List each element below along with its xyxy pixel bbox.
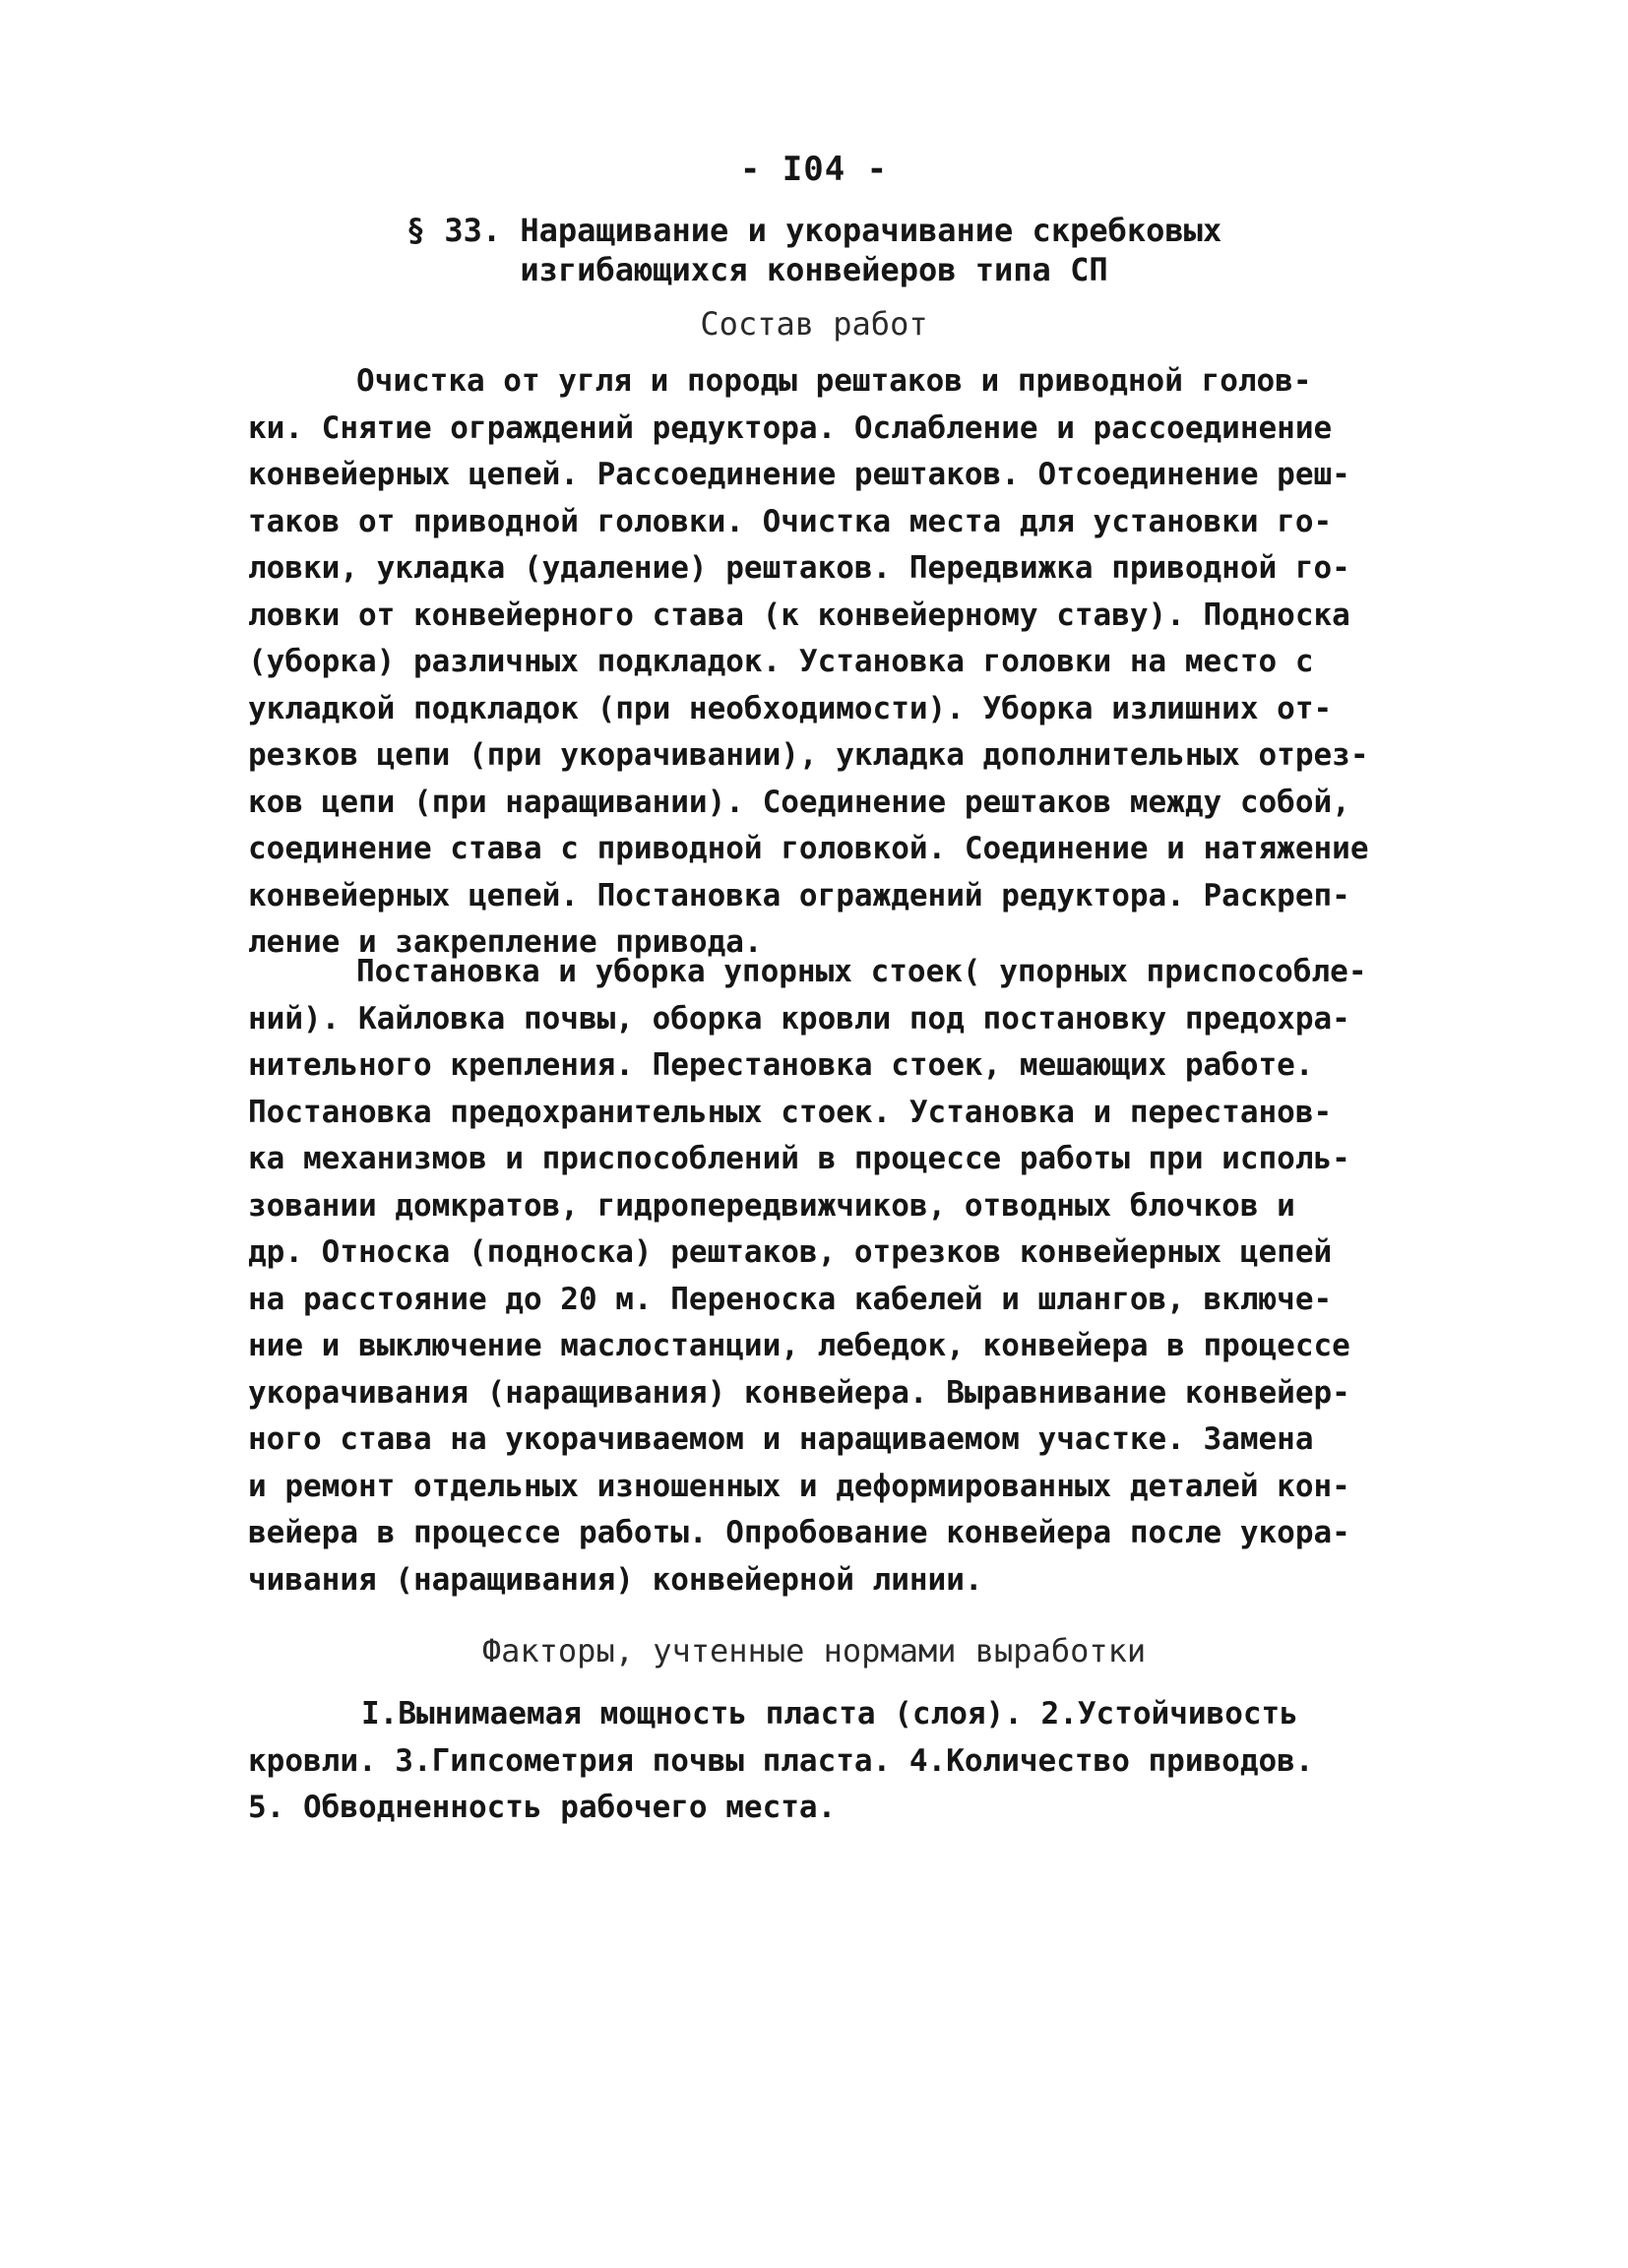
section-title-line-2: изгибающихся конвейеров типа СП xyxy=(520,251,1108,288)
works-paragraph-1 xyxy=(248,358,1390,967)
factors-list xyxy=(248,1691,1390,1832)
section-title xyxy=(0,211,1628,289)
text-line: на расстояние до 20 м. Переноска кабелей и шлангов, включе- xyxy=(248,1281,1333,1317)
section-title-line-1: § 33. Наращивание и укорачивание скребковых xyxy=(406,212,1222,249)
factors-heading: Факторы, учтенные нормами выработки xyxy=(481,1632,1147,1670)
page-number: - I04 - xyxy=(739,150,889,189)
text-line: укорачивания (наращивания) конвейера. Выравнивание конвейер- xyxy=(248,1374,1350,1411)
text-line: ловки от конвейерного става (к конвейерному ставу). Подноска xyxy=(248,597,1350,633)
text-line: I.Вынимаемая мощность пласта (слоя). 2.Устойчивость xyxy=(361,1696,1298,1732)
text-line: соединение става с приводной головкой. Соединение и натяжение xyxy=(248,831,1369,866)
text-line: конвейерных цепей. Рассоединение рештаков. Отсоединение реш- xyxy=(248,457,1350,492)
text-line: зовании домкратов, гидропередвижчиков, отводных блочков и xyxy=(248,1187,1295,1224)
text-line: ков цепи (при наращивании). Соединение рештаков между собой, xyxy=(248,784,1350,820)
text-line: ление и закрепление привода. xyxy=(248,924,763,960)
works-paragraph-2 xyxy=(248,949,1390,1604)
text-line: Постановка и уборка упорных стоек( упорных приспособле- xyxy=(356,954,1367,989)
text-line: Постановка предохранительных стоек. Установка и перестанов- xyxy=(248,1094,1333,1130)
text-line: конвейерных цепей. Постановка ограждений редуктора. Раскреп- xyxy=(248,877,1350,914)
text-line: ловки, укладка (удаление) рештаков. Передвижка приводной го- xyxy=(248,550,1350,586)
works-heading: Состав работ xyxy=(700,305,928,343)
text-line: укладкой подкладок (при необходимости). Уборка излишних от- xyxy=(248,690,1333,726)
text-line: резков цепи (при укорачивании), укладка дополнительных отрез- xyxy=(248,737,1369,773)
text-line: Очистка от угля и породы рештаков и приводной голов- xyxy=(356,363,1312,399)
text-line: вейера в процессе работы. Опробование конвейера после укора- xyxy=(248,1515,1350,1550)
text-line: ка механизмов и приспособлений в процессе работы при исполь- xyxy=(248,1141,1350,1176)
text-line: и ремонт отдельных изношенных и деформированных деталей кон- xyxy=(248,1468,1350,1504)
text-line: 5. Обводненность рабочего места. xyxy=(248,1790,837,1825)
text-line: ки. Снятие ограждений редуктора. Ослабление и рассоединение xyxy=(248,410,1333,446)
text-line: (уборка) различных подкладок. Установка головки на место с xyxy=(248,644,1314,679)
text-line: чивания (наращивания) конвейерной линии. xyxy=(248,1561,983,1598)
text-line: ний). Кайловка почвы, оборка кровли под постановку предохра- xyxy=(248,1000,1350,1037)
text-line: ного става на укорачиваемом и наращиваемом участке. Замена xyxy=(248,1421,1314,1457)
text-line: др. Относка (подноска) рештаков, отрезков конвейерных цепей xyxy=(248,1234,1333,1270)
text-line: кровли. 3.Гипсометрия почвы пласта. 4.Количество приводов. xyxy=(248,1742,1314,1779)
text-line: нительного крепления. Перестановка стоек, мешающих работе. xyxy=(248,1047,1314,1083)
text-line: таков от приводной головки. Очистка места для установки го- xyxy=(248,503,1333,539)
text-line: ние и выключение маслостанции, лебедок, конвейера в процессе xyxy=(248,1328,1350,1363)
